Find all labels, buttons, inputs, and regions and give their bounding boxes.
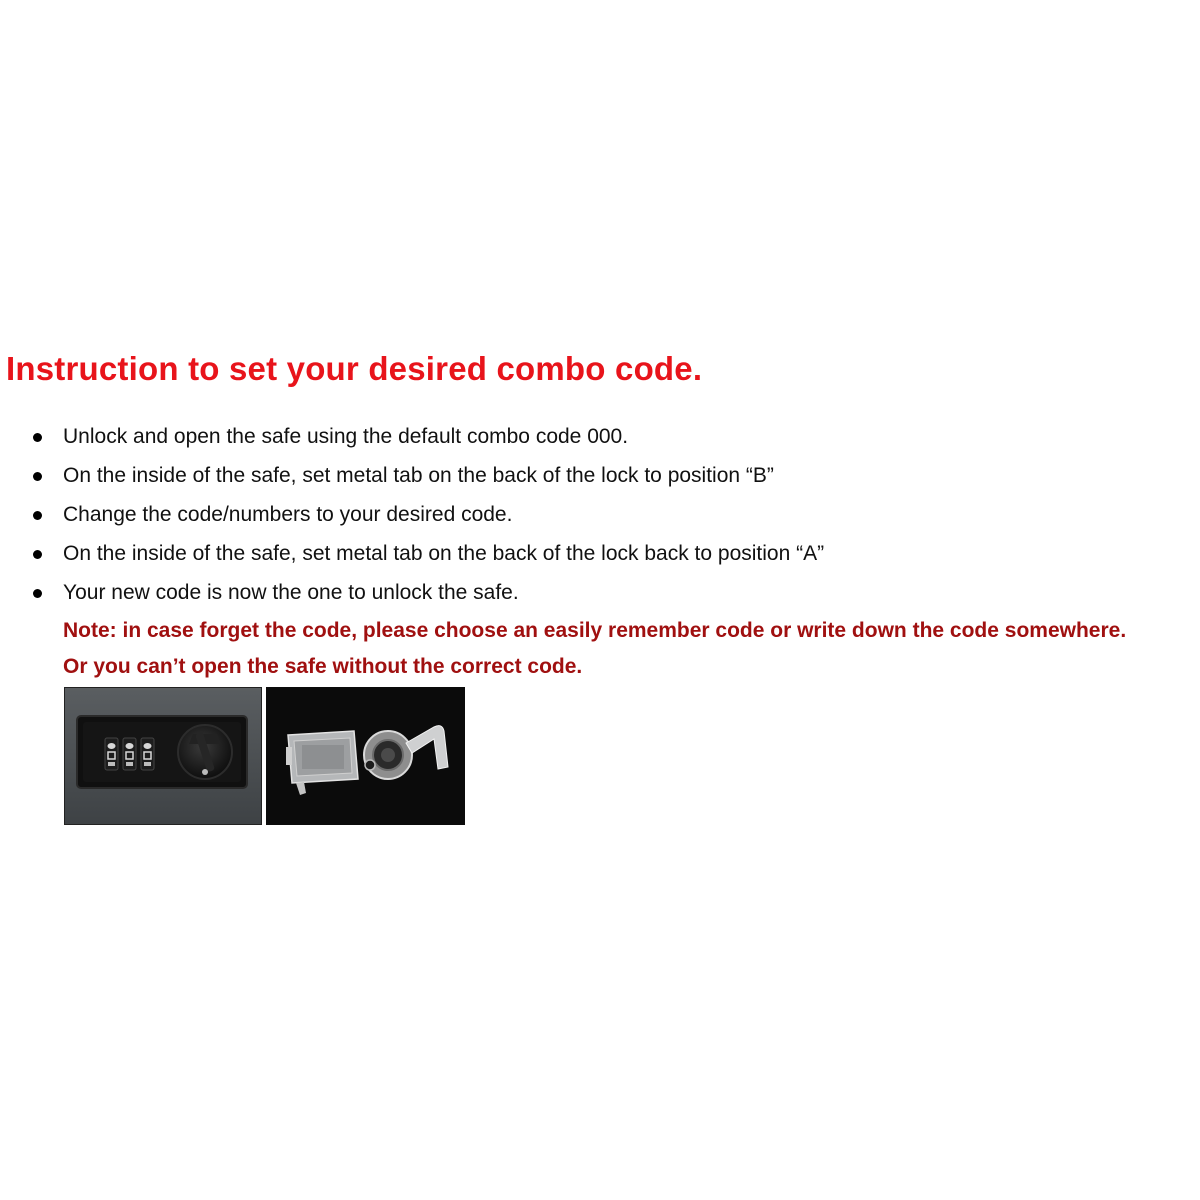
step-text: On the inside of the safe, set metal tab on the back of the lock back to position “A” [63,542,825,565]
list-item [0,424,824,463]
list-item [0,502,824,541]
combination-dials [105,738,154,770]
page-title: Instruction to set your desired combo code. [6,350,703,387]
combination-lock-front-photo [64,687,262,825]
bullet-icon [33,511,42,520]
list-item [0,463,824,502]
lock-mechanism-illustration [266,687,465,825]
step-text: Your new code is now the one to unlock the safe. [63,581,519,604]
step-text: Unlock and open the safe using the default combo code 000. [63,425,629,448]
bullet-icon [33,589,42,598]
step-text: Change the code/numbers to your desired code. [63,503,513,526]
lock-cam [364,731,412,779]
instruction-list [0,424,824,619]
combination-lock-illustration [65,688,261,824]
warning-note: Note: in case forget the code, please choose an easily remember code or write down the code somewhere. [63,619,1127,642]
bullet-icon [33,472,42,481]
list-item [0,541,824,580]
list-item [0,580,824,619]
step-text: On the inside of the safe, set metal tab on the back of the lock to position “B” [63,464,774,487]
bullet-icon [33,433,42,442]
bullet-icon [33,550,42,559]
lock-back-metal-tab-photo [266,687,465,825]
lock-knob [178,725,232,779]
warning-note-continued: Or you can’t open the safe without the correct code. [63,655,583,678]
